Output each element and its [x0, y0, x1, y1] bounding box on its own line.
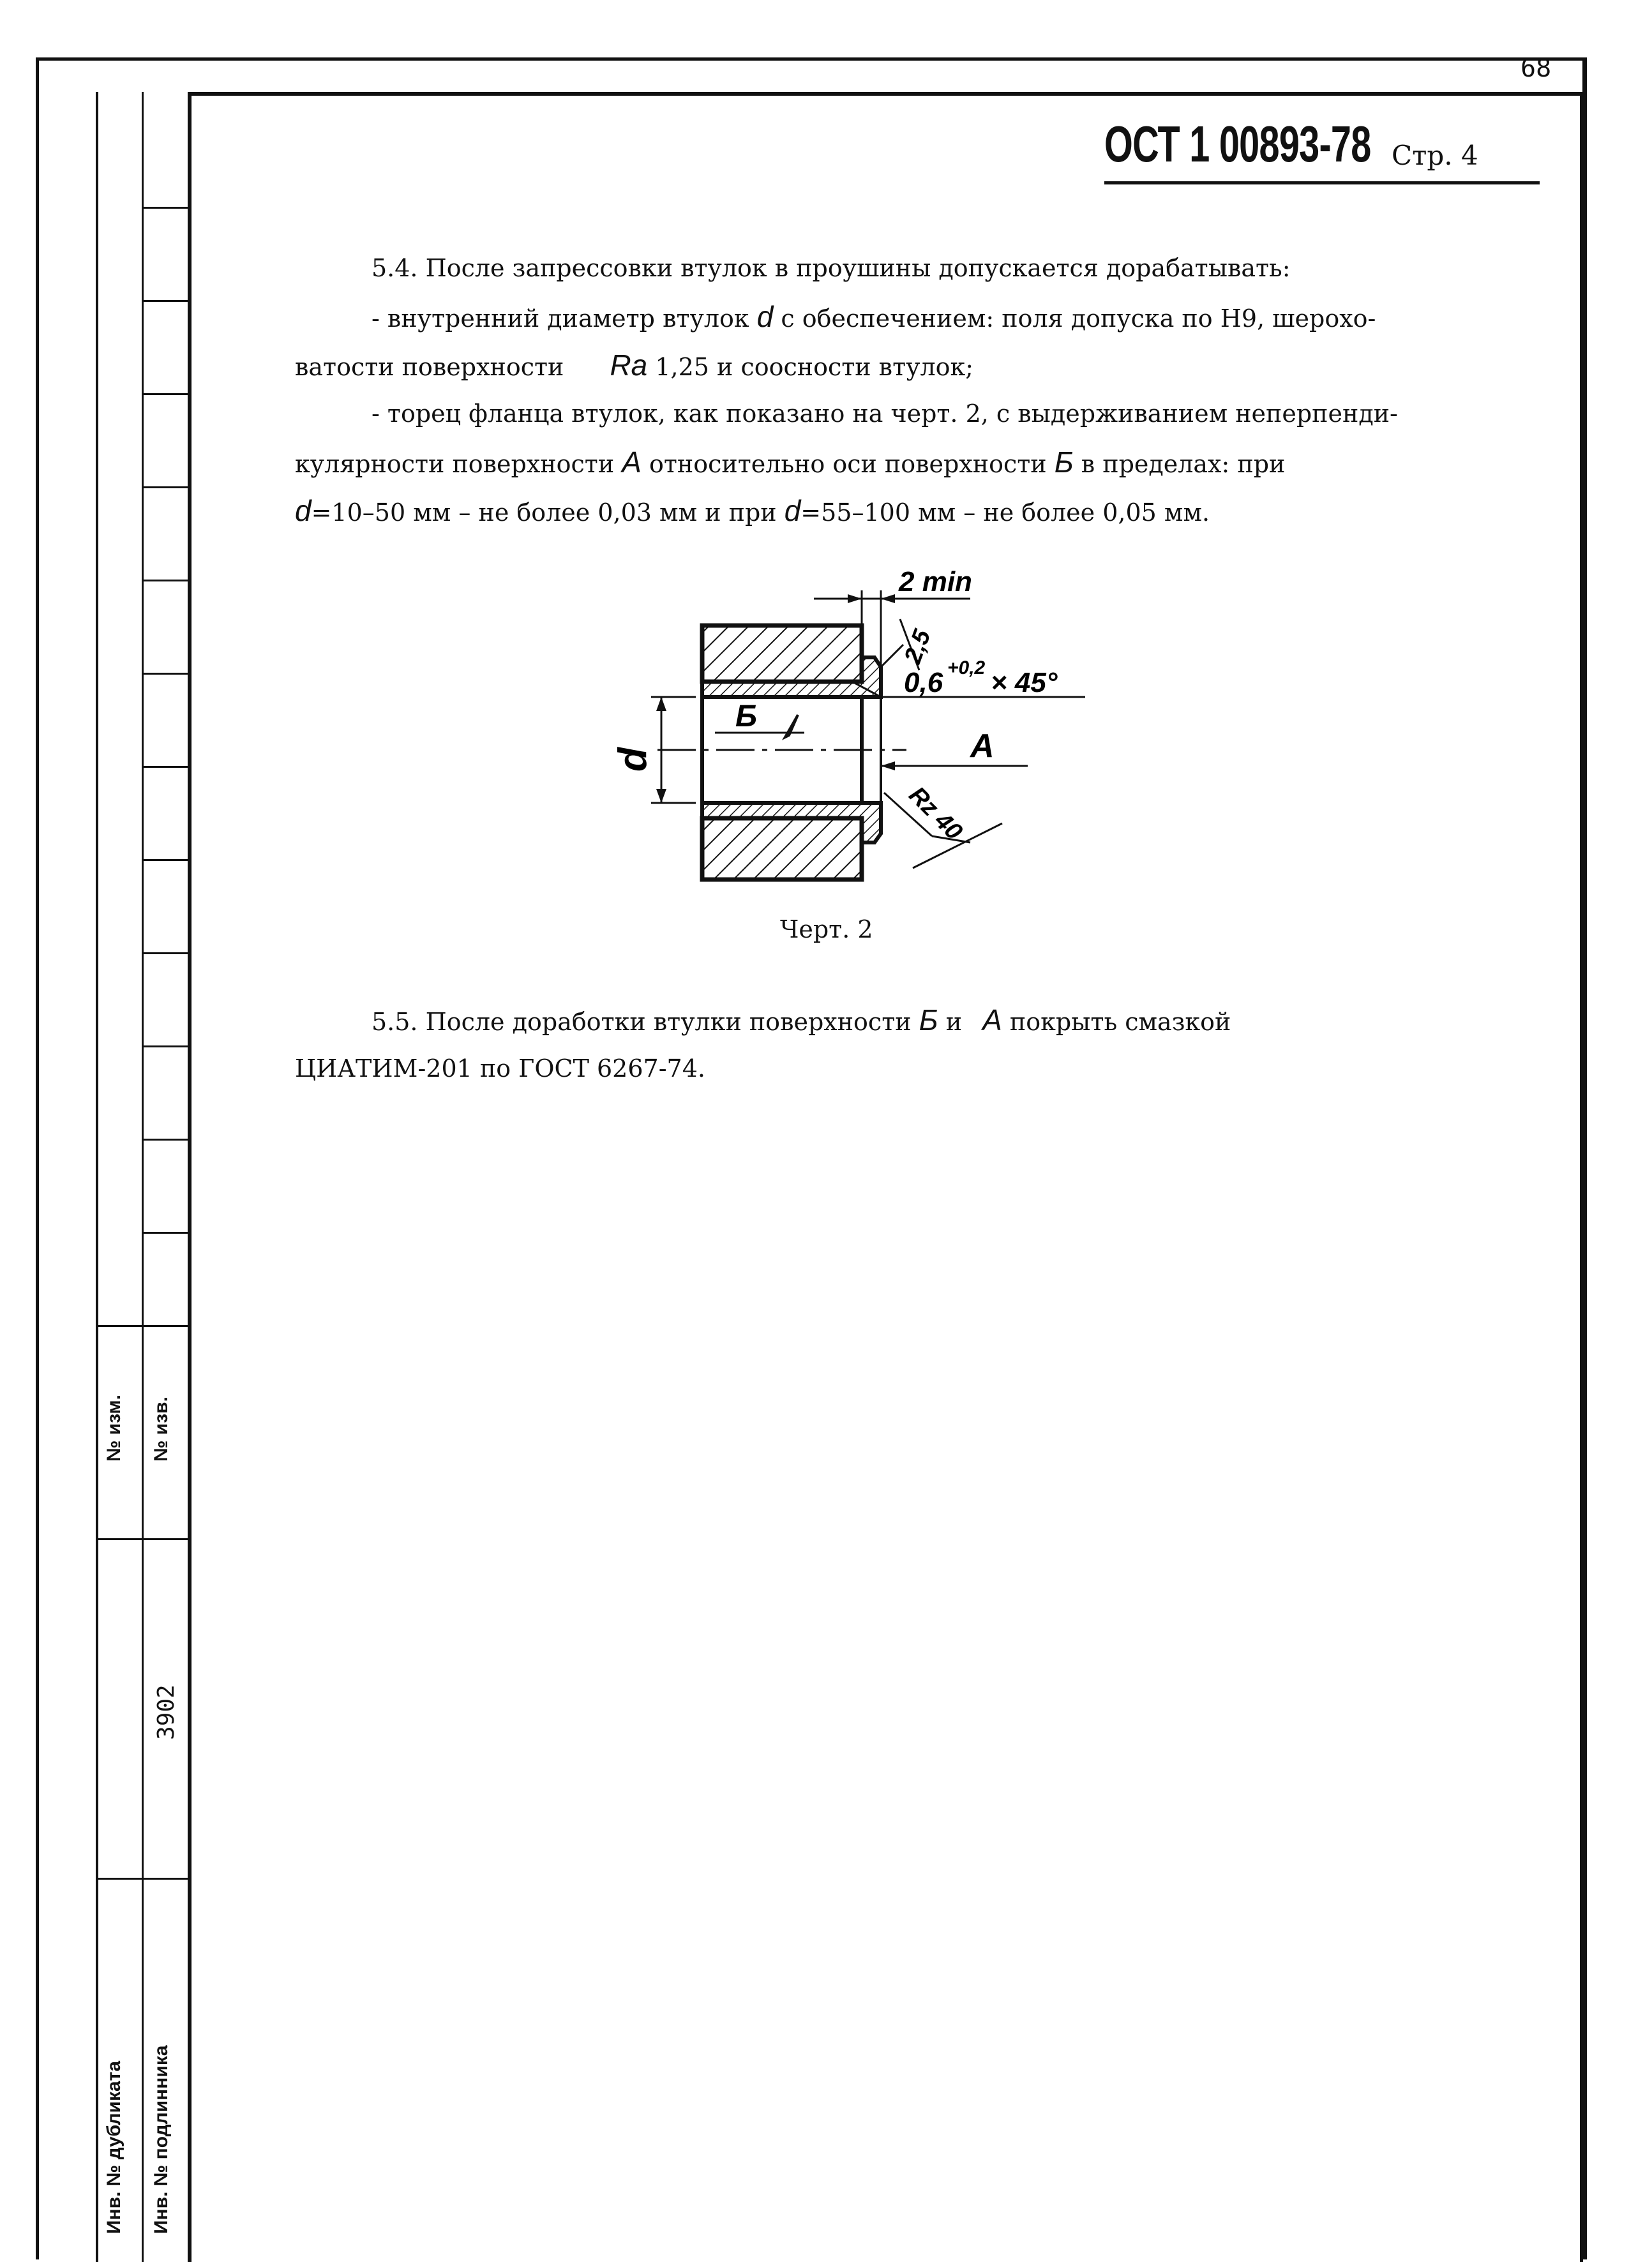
symbol-ra: Ra [610, 348, 648, 382]
text-run: с обеспечением: поля допуска по Н9, шерохо- [781, 304, 1376, 333]
dim-chamfer-angle: × 45° [991, 667, 1058, 698]
housing-upper-section [702, 625, 862, 682]
text-run: 5.5. После доработки втулки поверхности [372, 1008, 912, 1036]
text-run: =10–50 мм – не более 0,03 мм и при [311, 498, 777, 527]
inventory-value: 3902 [153, 1684, 179, 1740]
strip-cell-line [142, 1045, 190, 1047]
text-run: покрыть смазкой [1009, 1008, 1231, 1036]
text-run: в пределах: при [1081, 450, 1286, 478]
text-run: кулярности поверхности [295, 450, 615, 478]
strip-cell-line [142, 300, 190, 302]
text-run: относительно оси поверхности [649, 450, 1047, 478]
text-run: ватости поверхности [295, 353, 564, 381]
side-strip [96, 92, 191, 2262]
dim-chamfer-tolerance: +0,2 [947, 657, 986, 678]
strip-cell-line [142, 393, 190, 395]
paragraph-5-4-line-5 [295, 438, 1285, 488]
dim-2min: 2 min [899, 566, 972, 597]
paragraph-5-4-line-6 [295, 486, 1210, 537]
paragraph-5-4-line-1: 5.4. После запрессовки втулок в проушины допускается дорабатывать: [372, 254, 1291, 282]
paragraph-5-5-line-1 [372, 996, 1231, 1046]
surface-a-label: A [970, 728, 995, 765]
strip-cell-line [142, 859, 190, 861]
strip-cell-line [142, 673, 190, 675]
original-inventory-label: Инв. № подлинника [151, 2045, 172, 2234]
dim-roughness-2-5: 2,5 [899, 626, 936, 668]
housing-lower-section [702, 818, 862, 880]
surface-b-arrow [785, 715, 798, 737]
dim-chamfer: 0,6 [904, 667, 943, 698]
strip-cell-line [142, 580, 190, 581]
symbol-b: Б [1054, 446, 1074, 479]
symbol-d: d [295, 494, 312, 527]
paragraph-5-4-line-4: - торец фланца втулок, как показано на черт. 2, с выдерживанием неперпенди- [372, 400, 1398, 428]
text-run: =55–100 мм – не более 0,05 мм. [800, 498, 1210, 527]
duplicate-inventory-label: Инв. № дубликата [103, 2060, 124, 2234]
text-run: и [945, 1008, 963, 1036]
text-run: 1,25 и соосности втулок; [655, 353, 974, 381]
strip-cell-line [142, 952, 190, 954]
paragraph-5-4-line-3 [295, 341, 973, 391]
strip-cell-line [142, 1232, 190, 1234]
strip-cell-line [96, 1878, 190, 1880]
strip-cell-line [142, 486, 190, 488]
symbol-a: A [622, 446, 642, 479]
diameter-label: d [611, 747, 655, 772]
side-strip-divider [142, 92, 144, 2262]
surface-b-label: Б [735, 700, 757, 733]
sheet-number: Стр. 4 [1392, 140, 1478, 171]
strip-cell-line [96, 1325, 190, 1327]
symbol-b: Б [919, 1003, 938, 1037]
paragraph-5-4-line-2 [372, 292, 1376, 343]
symbol-d: d [756, 300, 774, 333]
strip-cell-line [142, 766, 190, 768]
standard-code: ОСТ 1 00893-78 [1104, 116, 1371, 172]
change-number-label: № изм. [103, 1395, 124, 1462]
symbol-d: d [784, 494, 801, 527]
symbol-a: A [982, 1003, 1002, 1037]
text-run: - внутренний диаметр втулок [372, 304, 749, 333]
bushing-section-drawing [600, 555, 1085, 887]
drawing-caption: Черт. 2 [780, 915, 873, 943]
page-number: 68 [1521, 54, 1552, 83]
paragraph-5-5-line-2: ЦИАТИМ-201 по ГОСТ 6267-74. [295, 1054, 705, 1082]
strip-cell-line [96, 1538, 190, 1540]
strip-cell-line [142, 207, 190, 209]
roughness-rz40: Rz 40 [903, 781, 968, 846]
document-designation [1104, 115, 1540, 184]
notice-number-label: № изв. [151, 1397, 172, 1462]
strip-cell-line [142, 1139, 190, 1141]
